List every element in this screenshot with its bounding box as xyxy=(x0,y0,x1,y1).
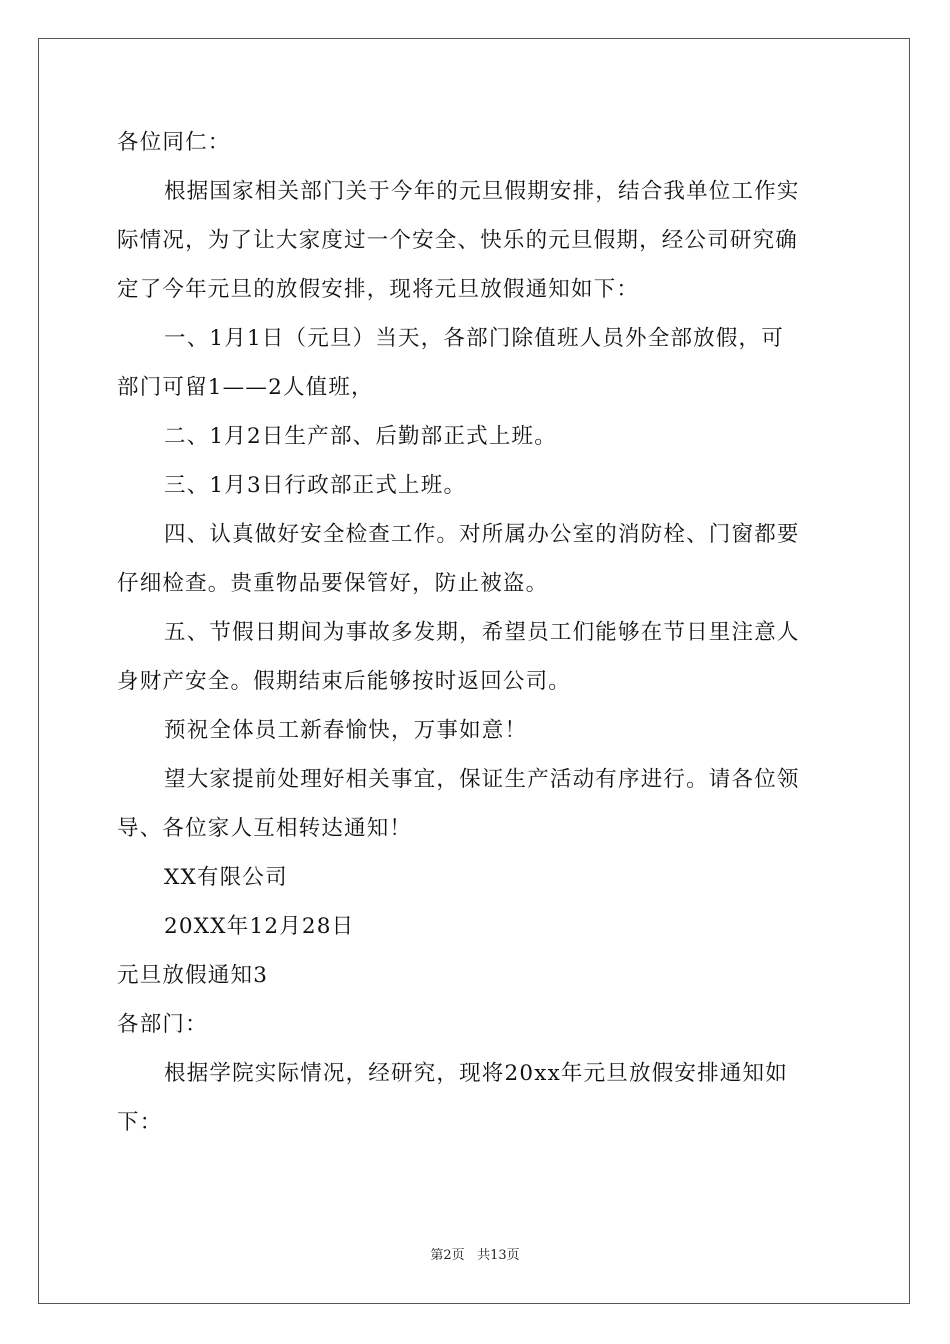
paragraph-line: 际情况，为了让大家度过一个安全、快乐的元旦假期，经公司研究确 xyxy=(117,228,799,253)
page-total: 共13页 xyxy=(477,1248,520,1263)
paragraph-line: 部门可留1——2人值班， xyxy=(117,375,374,400)
signature-company: XX有限公司 xyxy=(164,865,288,890)
paragraph-line: 导、各位家人互相转达通知！ xyxy=(117,816,413,841)
paragraph-line: 一、1月1日（元旦）当天，各部门除值班人员外全部放假，可 xyxy=(164,326,784,351)
paragraph-line: 五、节假日期间为事故多发期，希望员工们能够在节日里注意人 xyxy=(164,620,800,645)
salutation: 各位同仁： xyxy=(117,130,231,155)
paragraph-line: 定了今年元旦的放假安排，现将元旦放假通知如下： xyxy=(117,277,640,302)
page-number: 第2页 xyxy=(430,1248,465,1263)
paragraph-line: 二、1月2日生产部、后勤部正式上班。 xyxy=(164,424,557,449)
paragraph-line: 三、1月3日行政部正式上班。 xyxy=(164,473,467,498)
paragraph-line: 身财产安全。假期结束后能够按时返回公司。 xyxy=(117,669,572,694)
paragraph-line: 仔细检查。贵重物品要保管好，防止被盗。 xyxy=(117,571,549,596)
paragraph-line: 四、认真做好安全检查工作。对所属办公室的消防栓、门窗都要 xyxy=(164,522,800,547)
paragraph-line: 下： xyxy=(117,1110,163,1135)
salutation: 各部门： xyxy=(117,1012,208,1037)
paragraph-line: 根据国家相关部门关于今年的元旦假期安排，结合我单位工作实 xyxy=(164,179,800,204)
paragraph-line: 根据学院实际情况，经研究，现将20xx年元旦放假安排通知如 xyxy=(164,1061,788,1086)
paragraph-line: 望大家提前处理好相关事宜，保证生产活动有序进行。请各位领 xyxy=(164,767,800,792)
paragraph-line: 预祝全体员工新春愉快，万事如意！ xyxy=(164,718,528,743)
section-heading: 元旦放假通知3 xyxy=(117,963,269,988)
page-footer xyxy=(0,1247,950,1265)
signature-date: 20XX年12月28日 xyxy=(164,914,355,939)
